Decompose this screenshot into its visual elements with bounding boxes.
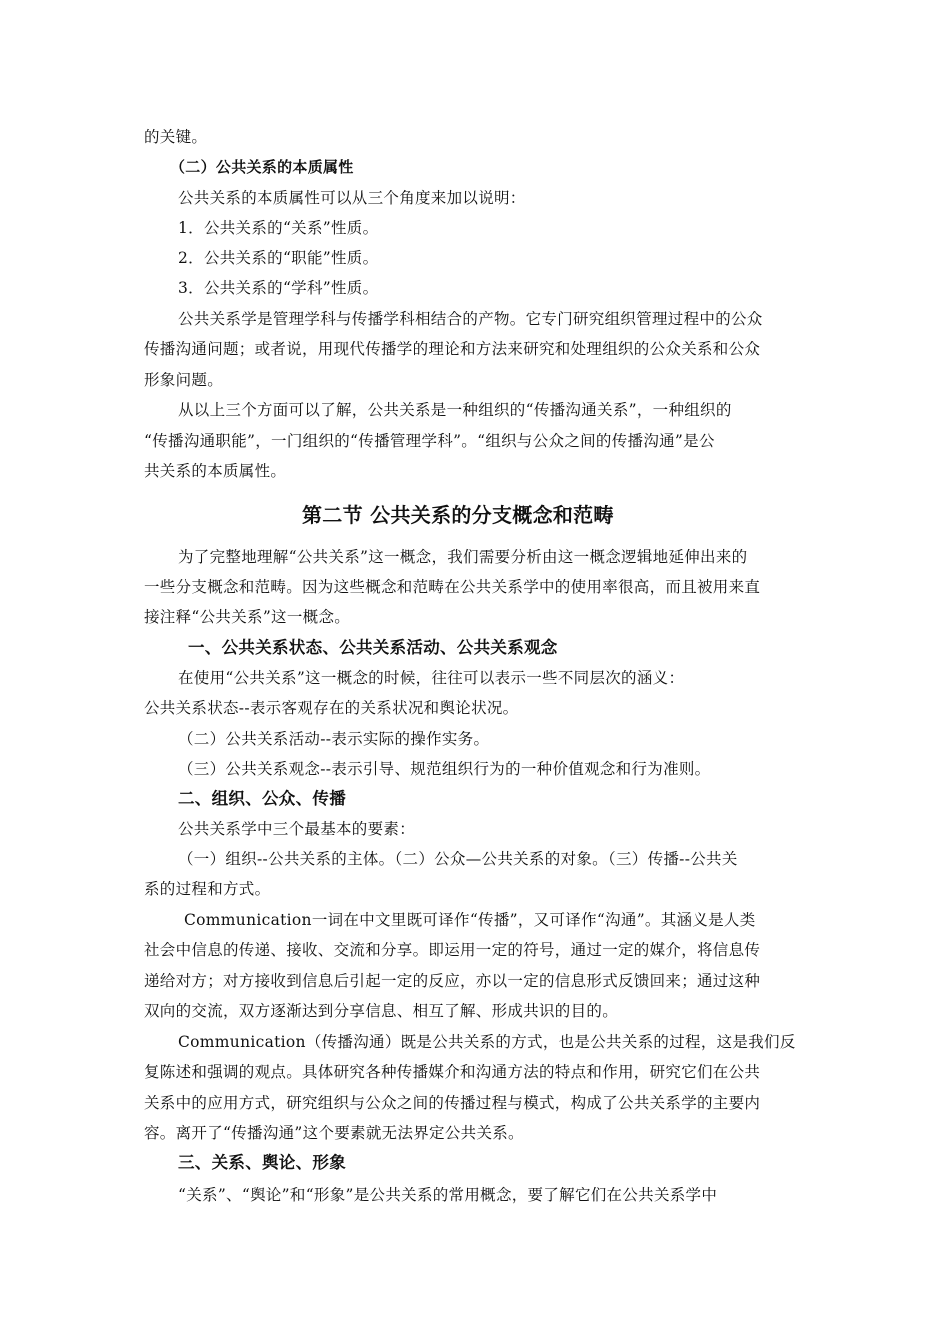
- text-line: 递给对方；对方接收到信息后引起一定的反应，亦以一定的信息形式反馈回来；通过这种: [144, 972, 761, 990]
- list-item: 1．公共关系的“关系”性质。: [178, 219, 379, 237]
- text-line: 公共关系学是管理学科与传播学科相结合的产物。它专门研究组织管理过程中的公众: [178, 310, 763, 328]
- text-line: 在使用“公共关系”这一概念的时候，往往可以表示一些不同层次的涵义：: [178, 669, 685, 687]
- list-item: 2．公共关系的“职能”性质。: [178, 249, 379, 267]
- text-line: 关系中的应用方式，研究组织与公众之间的传播过程与模式，构成了公共关系学的主要内: [144, 1094, 761, 1112]
- list-item: 3．公共关系的“学科”性质。: [178, 279, 379, 297]
- text-line: 一些分支概念和范畴。因为这些概念和范畴在公共关系学中的使用率很高，而且被用来直: [144, 578, 761, 596]
- text-line: 社会中信息的传递、接收、交流和分享。即运用一定的符号，通过一定的媒介，将信息传: [144, 941, 761, 959]
- subsection-heading: （二）公共关系的本质属性: [170, 158, 354, 176]
- text-line: 公共关系的本质属性可以从三个角度来加以说明：: [178, 189, 526, 207]
- text-line: 形象问题。: [144, 371, 224, 389]
- subsection-heading: 二、组织、公众、传播: [178, 789, 346, 808]
- text-line: 容。离开了“传播沟通”这个要素就无法界定公共关系。: [144, 1124, 524, 1142]
- text-line: Communication（传播沟通）既是公共关系的方式，也是公共关系的过程，这是我们反: [178, 1033, 796, 1051]
- text-line: “传播沟通职能”，一门组织的“传播管理学科”。“组织与公众之间的传播沟通”是公: [144, 432, 715, 450]
- text-line: 接注释“公共关系”这一概念。: [144, 608, 351, 626]
- text-line: Communication一词在中文里既可译作“传播”，又可译作“沟通”。其涵义是人类: [184, 911, 756, 929]
- text-line: 公共关系学中三个最基本的要素：: [178, 820, 416, 838]
- text-line: 传播沟通问题；或者说，用现代传播学的理论和方法来研究和处理组织的公众关系和公众: [144, 340, 761, 358]
- text-line: 从以上三个方面可以了解，公共关系是一种组织的“传播沟通关系”，一种组织的: [178, 401, 732, 419]
- text-line: 为了完整地理解“公共关系”这一概念，我们需要分析由这一概念逻辑地延伸出来的: [178, 548, 748, 566]
- text-line: （三）公共关系观念--表示引导、规范组织行为的一种价值观念和行为准则。: [178, 760, 711, 778]
- text-line: 复陈述和强调的观点。具体研究各种传播媒介和沟通方法的特点和作用，研究它们在公共: [144, 1063, 761, 1081]
- subsection-heading: 三、关系、舆论、形象: [178, 1153, 346, 1172]
- section-title: 第二节 公共关系的分支概念和范畴: [302, 503, 614, 527]
- text-line: 的关键。: [144, 128, 208, 146]
- text-line: 共关系的本质属性。: [144, 462, 287, 480]
- text-line: （一）组织--公共关系的主体。（二）公众—公共关系的对象。（三）传播--公共关: [178, 850, 738, 868]
- text-line: 系的过程和方式。: [144, 880, 271, 898]
- subsection-heading: 一、公共关系状态、公共关系活动、公共关系观念: [188, 638, 558, 657]
- text-line: 公共关系状态--表示客观存在的关系状况和舆论状况。: [144, 699, 519, 717]
- text-line: （二）公共关系活动--表示实际的操作实务。: [178, 730, 490, 748]
- text-line: “关系”、“舆论”和“形象”是公共关系的常用概念，要了解它们在公共关系学中: [178, 1186, 718, 1204]
- text-line: 双向的交流，双方逐渐达到分享信息、相互了解、形成共识的目的。: [144, 1002, 619, 1020]
